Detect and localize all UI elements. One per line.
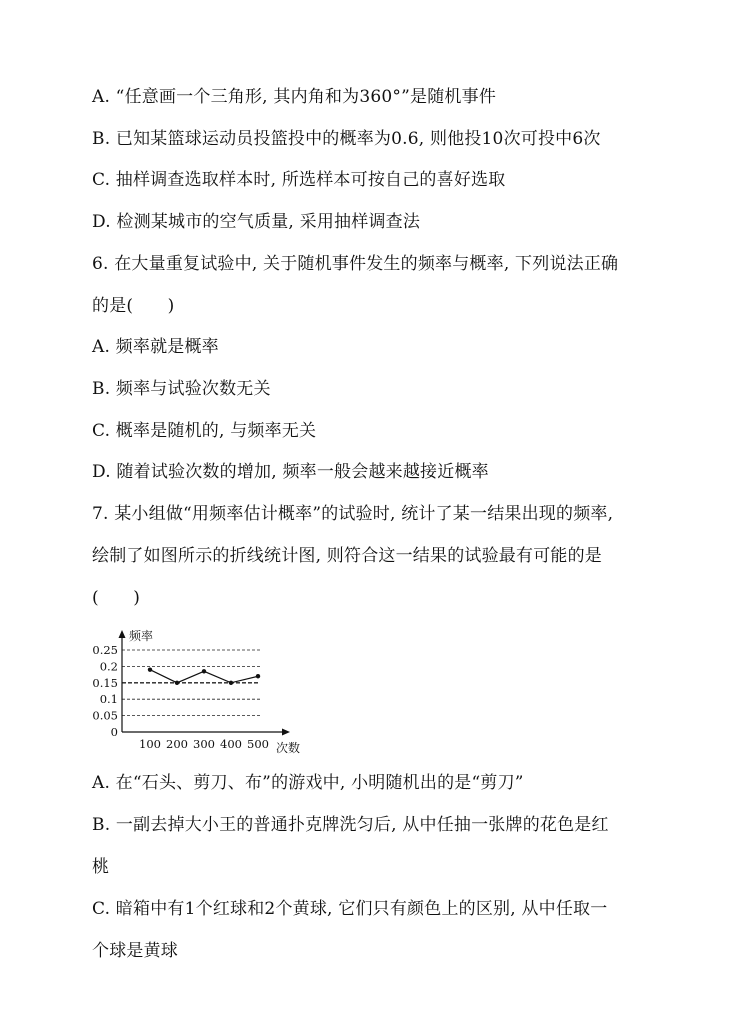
chart-x-tick-label: 300 xyxy=(193,737,215,751)
chart-x-axis-arrow xyxy=(282,729,290,736)
question-line: A. 频率就是概率 xyxy=(92,337,219,357)
chart-x-axis-label: 次数 xyxy=(276,741,301,755)
chart-data-point xyxy=(202,669,206,673)
question-line: ( ) xyxy=(92,588,141,608)
question-line: 7. 某小组做“用频率估计概率”的试验时, 统计了某一结果出现的频率, xyxy=(92,504,614,524)
chart-y-axis-arrow xyxy=(119,630,126,638)
option-line: B. 一副去掉大小王的普通扑克牌洗匀后, 从中任抽一张牌的花色是红 xyxy=(92,815,609,835)
chart-y-tick-label: 0 xyxy=(110,725,118,739)
chart-x-tick-label: 400 xyxy=(220,737,242,751)
question-line: D. 随着试验次数的增加, 频率一般会越来越接近概率 xyxy=(92,462,489,482)
chart-y-tick-label: 0.15 xyxy=(92,675,118,690)
chart-data-point xyxy=(229,681,233,685)
chart-gridlines xyxy=(122,650,260,716)
chart-y-tick-label: 0.1 xyxy=(99,692,118,707)
question-line: C. 抽样调查选取样本时, 所选样本可按自己的喜好选取 xyxy=(92,170,506,190)
question-line: B. 已知某篮球运动员投篮投中的概率为0.6, 则他投10次可投中6次 xyxy=(92,129,601,149)
chart-y-axis-label: 频率 xyxy=(129,629,154,643)
chart-data-point xyxy=(175,681,179,685)
chart-data-point xyxy=(256,674,260,678)
question-line: B. 频率与试验次数无关 xyxy=(92,379,271,399)
chart-x-tick-label: 200 xyxy=(166,737,188,751)
option-line: A. 在“石头、剪刀、布”的游戏中, 小明随机出的是“剪刀” xyxy=(92,773,524,793)
frequency-line-chart xyxy=(92,620,312,755)
chart-x-tick-labels xyxy=(139,737,269,751)
question-line: 绘制了如图所示的折线统计图, 则符合这一结果的试验最有可能的是 xyxy=(92,546,603,566)
question-line: D. 检测某城市的空气质量, 采用抽样调查法 xyxy=(92,212,421,232)
question-line: A. “任意画一个三角形, 其内角和为360°”是随机事件 xyxy=(92,87,497,107)
chart-x-tick-label: 500 xyxy=(247,737,269,751)
chart-axes xyxy=(119,630,291,736)
option-line: 桃 xyxy=(92,857,110,877)
question-line: C. 概率是随机的, 与频率无关 xyxy=(92,421,317,441)
option-line: 个球是黄球 xyxy=(92,941,178,961)
chart-x-tick-label: 100 xyxy=(139,737,161,751)
option-line: C. 暗箱中有1个红球和2个黄球, 它们只有颜色上的区别, 从中任取一 xyxy=(92,899,608,919)
chart-y-tick-labels xyxy=(92,643,118,739)
chart-y-tick-label: 0.2 xyxy=(99,659,118,674)
chart-data-point xyxy=(148,667,152,671)
question-line: 6. 在大量重复试验中, 关于随机事件发生的频率与概率, 下列说法正确 xyxy=(92,254,619,274)
question-line: 的是( ) xyxy=(92,296,175,316)
chart-y-tick-label: 0.25 xyxy=(92,643,118,657)
chart-y-tick-label: 0.05 xyxy=(92,708,118,723)
